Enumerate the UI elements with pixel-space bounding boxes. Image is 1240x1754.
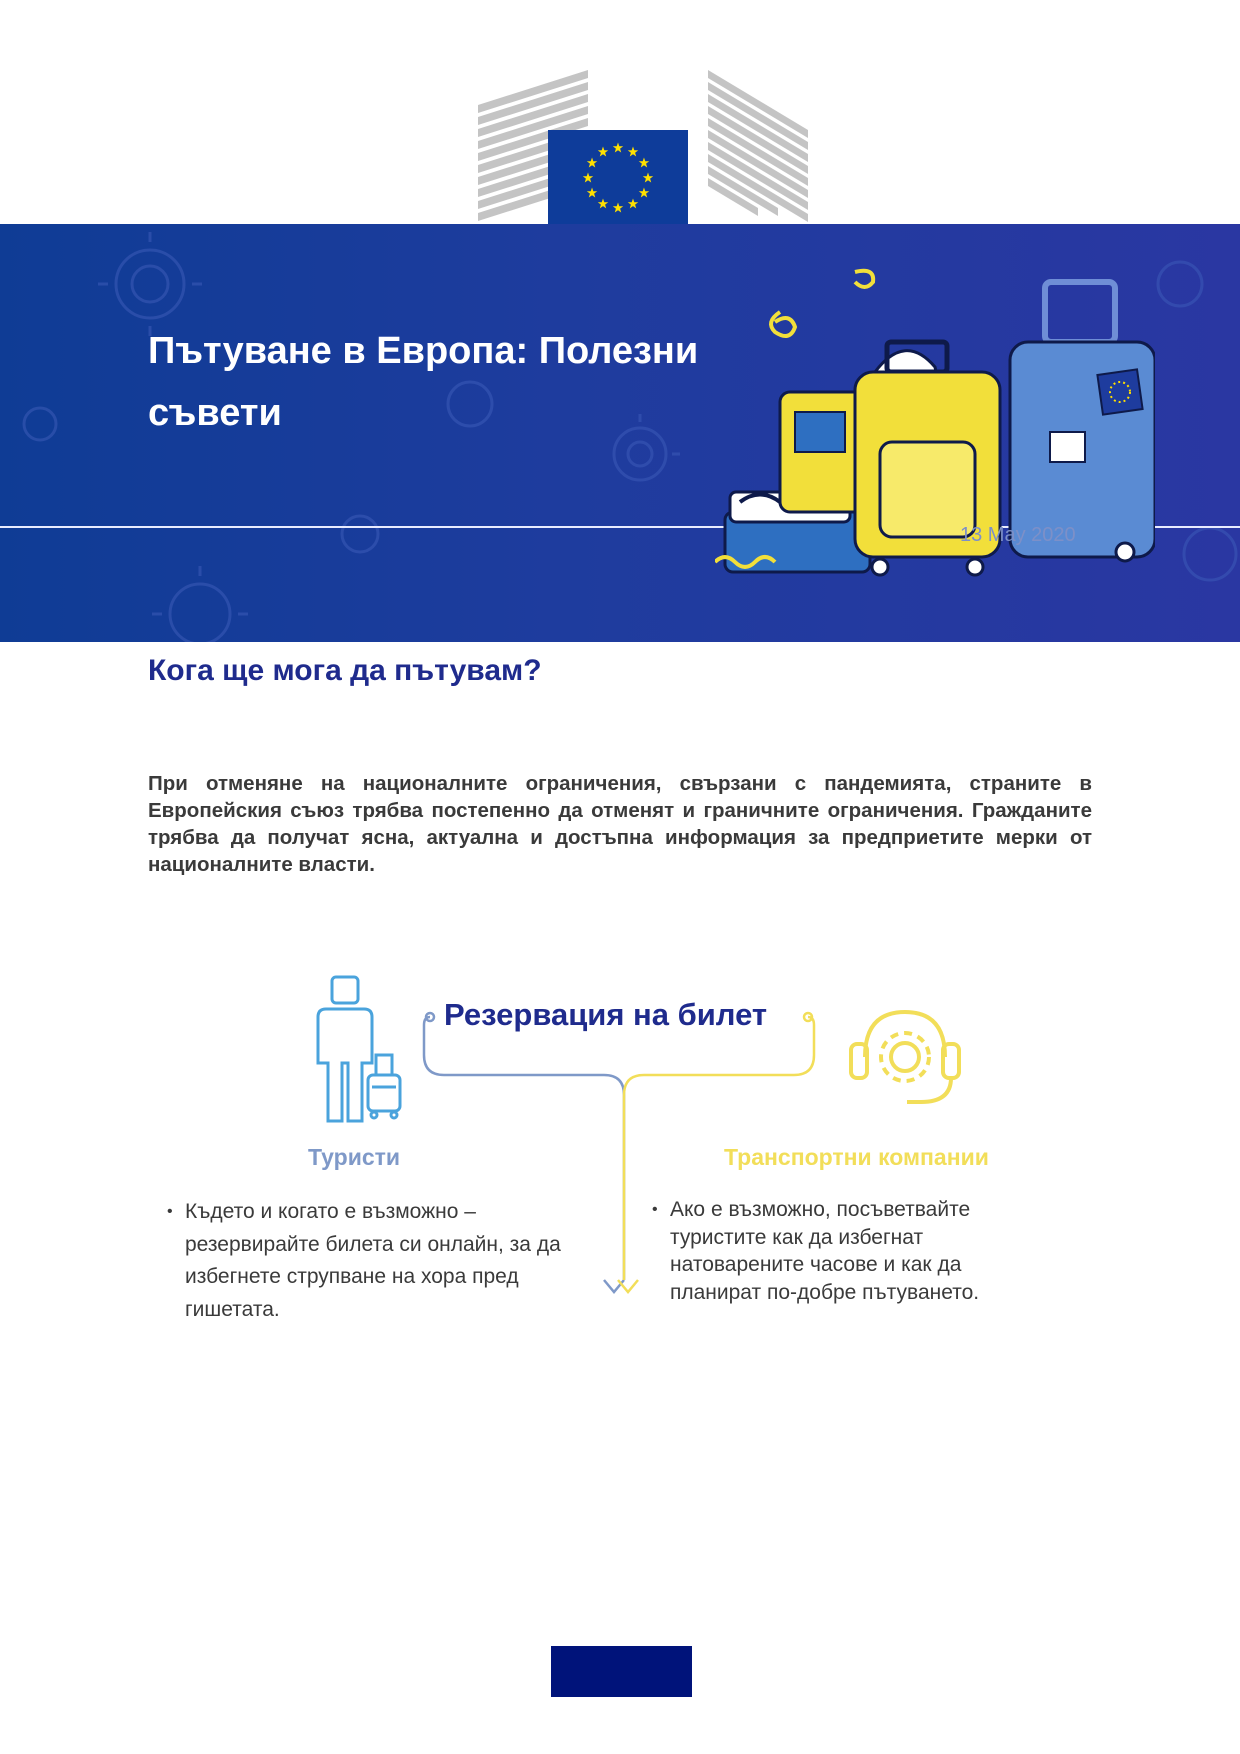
eu-star (613, 143, 623, 153)
eu-star (628, 198, 638, 208)
eu-star (628, 147, 638, 157)
luggage-illustration (715, 262, 1155, 602)
eu-star (598, 147, 608, 157)
eu-star (598, 198, 608, 208)
eu-star (587, 158, 597, 168)
transport-advice-item: • Ако е възможно, посъветвайте туристите как да избегнат натоварените часове и как да планират по-добре пътуването. (652, 1196, 1032, 1306)
eu-star (643, 173, 653, 183)
transport-advice-list (652, 1196, 1032, 1306)
eu-star (639, 188, 649, 198)
customer-support-gear-icon (845, 1002, 965, 1112)
eu-star (583, 173, 593, 183)
eu-stars-icon (548, 130, 688, 226)
document-date: 13 May 2020 (960, 524, 1076, 546)
eu-flag (548, 130, 688, 226)
eu-star (639, 158, 649, 168)
transport-companies-title: Транспортни компании (724, 1144, 989, 1170)
booking-heading: Резервация на билет (444, 997, 768, 1032)
section-heading: Кога ще мога да пътувам? (148, 654, 542, 687)
tourist-with-luggage-icon (310, 975, 420, 1125)
document-title: Пътуване в Европа: Полезни съвети (148, 330, 699, 434)
footer-block (551, 1646, 692, 1697)
tourists-advice-item: • Където и когато е възможно – резервирайте билета си онлайн, за да избегнете струпване на хора пред гишетата. (167, 1196, 587, 1326)
eu-star (613, 203, 623, 213)
intro-paragraph: При отменяне на националните ограничения, свързани с пандемията, страните в Европейския съюз трябва постепенно да отменят и граничните ограничения. Гражданите трябва да получат ясна, актуална и достъпна информация за предприетите мерки от националните власти. (148, 772, 1092, 876)
tourists-title: Туристи (308, 1144, 401, 1170)
tourists-advice-list (167, 1196, 587, 1326)
eu-star (587, 188, 597, 198)
